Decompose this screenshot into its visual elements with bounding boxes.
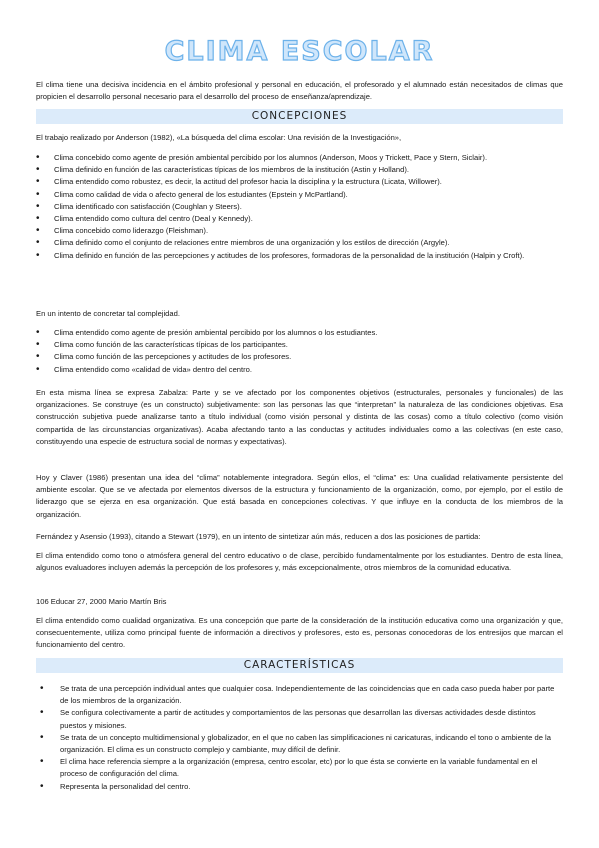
list-item: • Clima concebido como liderazgo (Fleishman). bbox=[36, 225, 563, 237]
concretar-list bbox=[36, 327, 563, 376]
list-item: • Clima como función de las percepciones y actitudes de los profesores. bbox=[36, 351, 563, 363]
list-item: • Clima concebido como agente de presión ambiental percibido por los alumnos (Anderson, Moos y Trickett, Pace y Stern, Siclair). bbox=[36, 152, 563, 164]
fernandez-paragraph: Fernández y Asensio (1993), citando a Stewart (1979), en un intento de sintetizar aún más, reducen a dos las posiciones de partida: bbox=[36, 532, 481, 541]
zabalza-paragraph: En esta misma línea se expresa Zabalza: Parte y se ve afectado por los componentes objetivos (estructurales, personales y funcionales) de las organizaciones. Se construye (es un constructo) subjetivamente: son las personas las que “interpretan” la naturaleza de las condiciones objetivas. Esa construcción subjetiva puede analizarse tanto a título individual (como visión personal y distinta de las cosas) como a título colectivo (como visión compartida de las circunstancias organizativas). Acaba afectando tanto a las conductas y actitudes individuales como a las colectivas (en este caso, constituyendo una especie de estructura social de normas y expectativas). bbox=[36, 388, 563, 446]
list-item: • Clima entendido como agente de presión ambiental percibido por los alumnos o los estudiantes. bbox=[36, 327, 563, 339]
tono-paragraph: El clima entendido como tono o atmósfera general del centro educativo o de clase, percibido fundamentalmente por los estudiantes. Dentro de esta línea, algunos evaluadores incluyen además la percepción de los profesores y, más excepcionalmente, otros miembros de la comunidad educativa. bbox=[36, 551, 563, 573]
list-item: • Clima definido en función de las percepciones y actitudes de los profesores, formadoras de la personalidad de la institución (Halpin y Croft). bbox=[36, 250, 563, 262]
list-item: • Clima definido en función de las características típicas de los miembros de la institución (Astin y Holland). bbox=[36, 164, 563, 176]
list-item: • Se configura colectivamente a partir de actitudes y comportamientos de las personas que desarrollan las diversas actividades desde distintos puestos y misiones. bbox=[40, 707, 563, 731]
list-item: • Clima entendido como robustez, es decir, la actitud del profesor hacia la disciplina y la estructura (Licata, Willower). bbox=[36, 176, 563, 188]
hoy-claver-paragraph: Hoy y Claver (1986) presentan una idea del “clima” notablemente integradora. Según ellos, el “clima” es: Una cualidad relativamente persistente del ambiente escolar. Que se ve afectada por elementos diversos de la estructura y funcionamiento de la organización, como, por ejemplo, por el estilo de liderazgo que se ejerza en esa organización. Que está basada en concepciones colectivas. Y que influye en la conducta de los miembros de la organización. bbox=[36, 473, 563, 519]
cualidad-paragraph: El clima entendido como cualidad organizativa. Es una concepción que parte de la consideración de la institución educativa como una organización y que, consecuentemente, utiliza como principal fuente de información a directivos y profesores, esto es, personas conocedoras de los entresijos que marcan el funcionamiento del centro. bbox=[36, 616, 563, 650]
list-item: • El clima hace referencia siempre a la organización (empresa, centro escolar, etc) por lo que ésta se convierte en la variable fundamental en el proceso de configuración del clima. bbox=[40, 756, 563, 780]
list-item: • Clima entendido como cultura del centro (Deal y Kennedy). bbox=[36, 213, 563, 225]
anderson-list bbox=[36, 152, 563, 262]
section-heading-concepciones: CONCEPCIONES bbox=[36, 109, 563, 124]
list-item: • Clima como calidad de vida o afecto general de los estudiantes (Epstein y McPartland). bbox=[36, 189, 563, 201]
footer-reference: 106 Educar 27, 2000 Mario Martín Bris bbox=[36, 597, 167, 606]
caracteristicas-list bbox=[40, 683, 563, 793]
list-item: • Se trata de una percepción individual antes que cualquier cosa. Independientemente de las coincidencias que en cada caso pueda haber por parte de los miembros de la organización. bbox=[40, 683, 563, 707]
list-item: • Clima entendido como «calidad de vida» dentro del centro. bbox=[36, 364, 563, 376]
list-item: • Se trata de un concepto multidimensional y globalizador, en el que no caben las simplificaciones ni caricaturas, indicando el tono o ambiente de la organización. El clima es un constructo complejo y cambiante, muy difícil de definir. bbox=[40, 732, 563, 756]
concretar-paragraph: En un intento de concretar tal complejidad. bbox=[36, 309, 180, 318]
page-title: CLIMA ESCOLAR bbox=[164, 36, 435, 67]
list-item: • Clima definido como el conjunto de relaciones entre miembros de una organización y los estilos de dirección (Argyle). bbox=[36, 237, 563, 249]
list-item: • Clima como función de las características típicas de los participantes. bbox=[36, 339, 563, 351]
list-item: • Clima identificado con satisfacción (Coughlan y Steers). bbox=[36, 201, 563, 213]
section-heading-caracteristicas: CARACTERÍSTICAS bbox=[36, 658, 563, 673]
list-item: • Representa la personalidad del centro. bbox=[40, 781, 563, 793]
intro-paragraph: El clima tiene una decisiva incidencia en el ámbito profesional y personal en educación, el profesorado y el alumnado están necesitados de climas que propicien el desarrollo personal necesario para el desarrollo del proceso de enseñanza/aprendizaje. bbox=[36, 80, 563, 102]
anderson-intro: El trabajo realizado por Anderson (1982), «La búsqueda del clima escolar: Una revisión de la Investigación», bbox=[36, 133, 402, 142]
